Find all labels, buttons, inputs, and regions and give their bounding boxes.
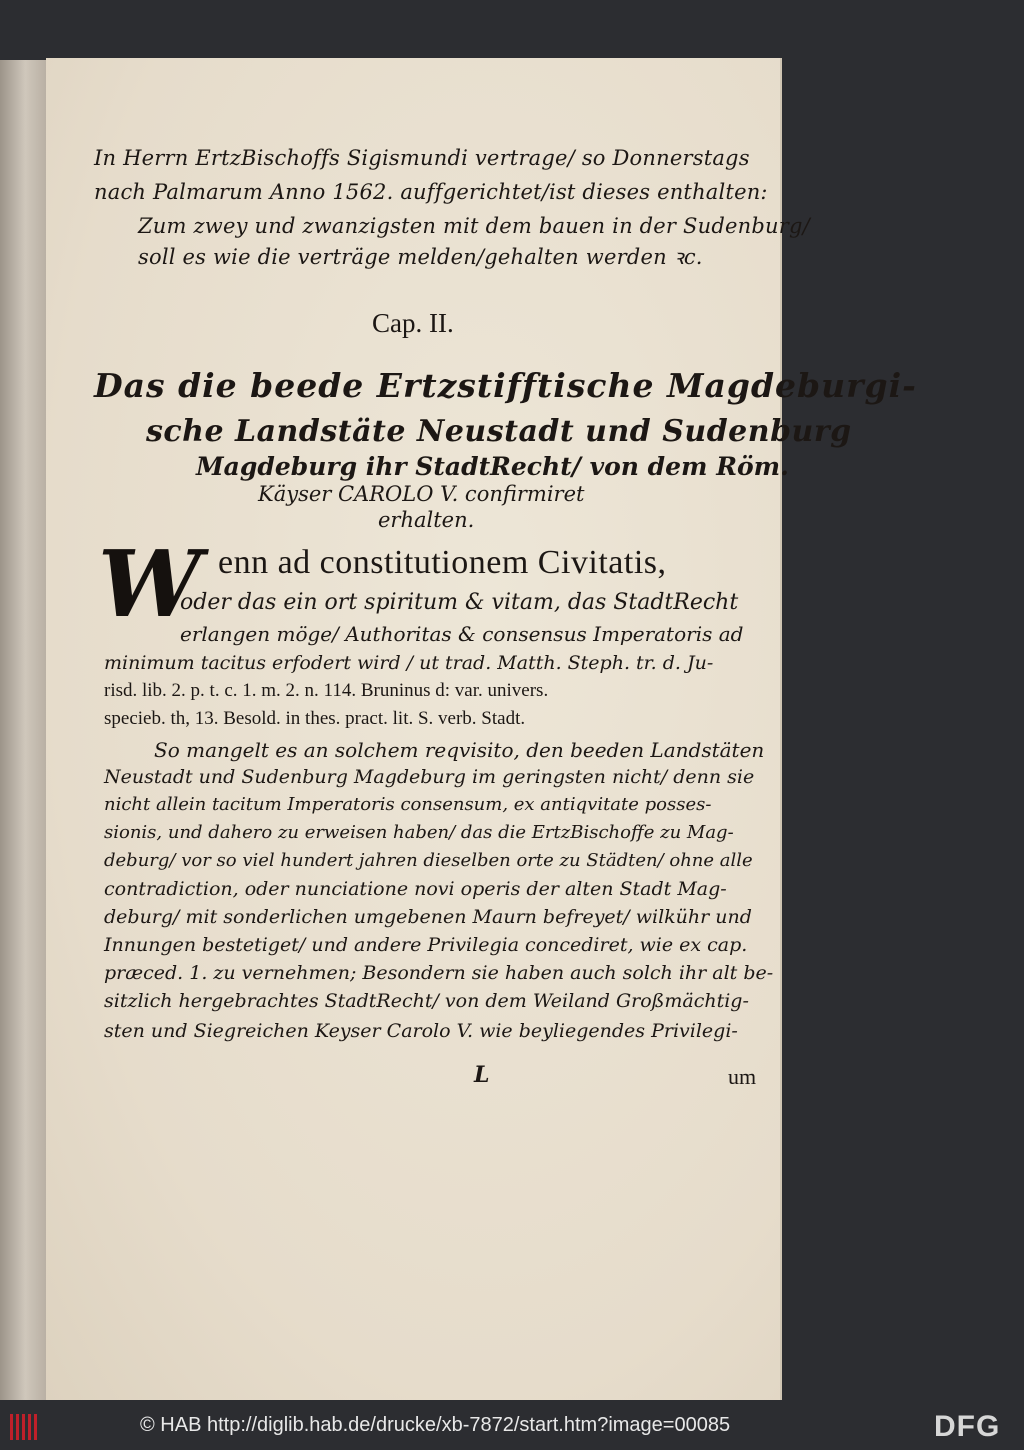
body-line: minimum tacitus erfodert wird / ut trad. Matth. Steph. tr. d. Ju-	[104, 652, 714, 674]
title-line-5: erhalten.	[378, 508, 475, 532]
body-line: Innungen bestetiget/ und andere Privilegia concediret, wie ex cap.	[104, 934, 748, 956]
drop-cap: W	[98, 530, 202, 638]
body-line: nicht allein tacitum Imperatoris consensum, ex antiqvitate posses-	[104, 794, 712, 815]
copyright-link[interactable]: © HAB http://diglib.hab.de/drucke/xb-7872/start.htm?image=00085	[140, 1414, 731, 1436]
body-line: deburg/ mit sonderlichen umgebenen Maurn befreyet/ wilkühr und	[104, 906, 752, 928]
title-line-2: sche Landstäte Neustadt und Sudenburg	[146, 414, 852, 449]
signature-mark: L	[474, 1062, 490, 1088]
title-line-4: Käyser CAROLO V. confirmiret	[258, 482, 585, 506]
body-line: risd. lib. 2. p. t. c. 1. m. 2. n. 114. Bruninus d: var. univers.	[104, 680, 549, 701]
chapter-heading: Cap. II.	[372, 308, 454, 338]
body-line: præced. 1. zu vernehmen; Besondern sie haben auch solch ihr alt be-	[104, 962, 774, 984]
catchword: um	[728, 1064, 757, 1089]
body-line: erlangen möge/ Authoritas & consensus Imperatoris ad	[180, 622, 744, 646]
body-line: Neustadt und Sudenburg Magdeburg im geringsten nicht/ denn sie	[104, 766, 755, 788]
body-first-line: enn ad constitutionem Civitatis,	[218, 544, 667, 581]
body-line: specieb. th, 13. Besold. in thes. pract. lit. S. verb. Stadt.	[104, 708, 526, 729]
hab-logo-icon	[8, 1410, 40, 1444]
intro-line-4: soll es wie die verträge melden/gehalten werden ꝛc.	[138, 245, 703, 269]
intro-line-3: Zum zwey und zwanzigsten mit dem bauen in der Sudenburg/	[138, 214, 810, 238]
body-line: sitzlich hergebrachtes StadtRecht/ von dem Weiland Großmächtig-	[104, 990, 749, 1012]
facing-page-edge	[0, 60, 47, 1400]
body-line: contradiction, oder nunciatione novi operis der alten Stadt Mag-	[104, 878, 727, 900]
body-line: So mangelt es an solchem reqvisito, den beeden Landstäten	[154, 738, 765, 762]
intro-line-1: In Herrn ErtzBischoffs Sigismundi vertrage/ so Donnerstags	[94, 146, 750, 170]
dfg-logo: DFG	[934, 1410, 1001, 1443]
body-line: sten und Siegreichen Keyser Carolo V. wie beyliegendes Privilegi-	[104, 1020, 738, 1042]
intro-line-2: nach Palmarum Anno 1562. auffgerichtet/ist dieses enthalten:	[94, 180, 768, 204]
body-line: deburg/ vor so viel hundert jahren dieselben orte zu Städten/ ohne alle	[104, 850, 753, 871]
body-line: sionis, und dahero zu erweisen haben/ das die ErtzBischoffe zu Mag-	[104, 822, 734, 843]
title-line-1: Das die beede Ertzstifftische Magdeburgi-	[94, 366, 917, 405]
title-line-3: Magdeburg ihr StadtRecht/ von dem Röm.	[196, 452, 789, 481]
body-line: oder das ein ort spiritum & vitam, das StadtRecht	[180, 590, 739, 615]
